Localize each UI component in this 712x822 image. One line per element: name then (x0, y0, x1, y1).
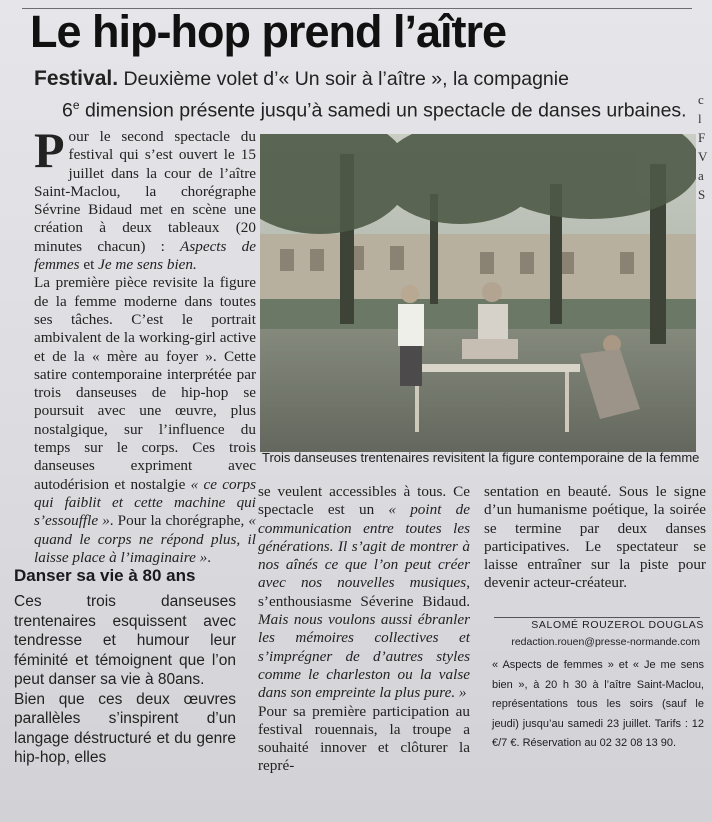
lede-line2-text: dimension présente jusqu’à samedi un spectacle de danses urbaines. (79, 99, 687, 122)
photo-dancers (260, 134, 696, 452)
paragraph-closing: sentation en beauté. Sous le signe d’un humanisme poétique, la soirée se termine par deux danses participatives. Le spectateur se laisse entraîner sur la piste pour devenir acteur-créateur. (484, 483, 706, 592)
lede-line2 (34, 92, 694, 124)
paragraph-dancers: Ces trois danseuses trentenaires esquissent avec tendresse et humour leur féminité et témoignent que l’on peut danser sa vie à 80ans. (14, 593, 236, 688)
lede-superscript: e (72, 98, 80, 112)
lede (34, 66, 694, 124)
practical-info: « Aspects de femmes » et « Je me sens bien », à 20 h 30 à l’aître Saint-Maclou, représentations tous les soirs (sauf le jeudi) jusqu’au samedi 23 juillet. Tarifs : 12 €/7 €. Réservation au 02 32 08 13 90. (492, 659, 704, 749)
lede-kicker: Festival. (34, 67, 119, 90)
paragraph-works: Bien que ces deux œuvres parallèles s’inspirent d’un langage déstructuré et du genre hip-hop, elles (14, 690, 236, 766)
headline: Le hip-hop prend l’aître (30, 6, 507, 57)
signature-rule (494, 617, 700, 618)
lede-line1: Deuxième volet d’« Un soir à l’aître », la compagnie (118, 68, 569, 90)
column-3 (484, 483, 706, 593)
adjacent-article-edge: c l F V a S (698, 92, 708, 202)
photo-illustration (260, 134, 696, 452)
paragraph-participation: Pour sa première participation au festival rouennais, la troupe a souhaité innover et clôturer la repré- (258, 702, 470, 775)
paragraph-quote: se veulent accessibles à tous. Ce spectacle est un « point de communication entre toutes les générations. Il s’agit de montrer à nos aînés ce que l’on peut créer avec nos nouvelles musiques, s’enthousiasme Séverine Bidaud. Mais nous voulons aussi ébranler les mémoires collectives et s’imprégner de d’autres styles comme le charleston ou la valse dans son empreinte la plus pure. » (258, 483, 470, 702)
drop-cap: P (34, 122, 65, 178)
author-email: redaction.rouen@presse-normande.com (511, 636, 700, 648)
column-1 (34, 122, 256, 567)
column-1-bottom (14, 592, 236, 768)
paragraph-first-piece: La première pièce revisite la figure de la femme moderne dans toutes ses tâches. C’est le portrait ambivalent de la working-girl active et de la « mère au foyer ». Cette satire contemporaine interprétée par trois danseuses de hip-hop se poursuit avec une œuvre, plus nostalgique, sur l’influence du temps sur le corps. Ces trois danseuses expriment avec autodérision et nostalgie « ce corps qui faiblit et cette machine qui s’essouffle ». Pour la chorégraphe, « quand le corps ne répond plus, il laisse place à l’imaginaire ». (34, 274, 256, 566)
lede-line2-number: 6 (62, 99, 73, 122)
photo-caption: Trois danseuses trentenaires revisitent la figure contemporaine de la femme (262, 450, 700, 465)
subheading: Danser sa vie à 80 ans (14, 566, 196, 585)
column-2 (258, 483, 470, 776)
paragraph-intro: our le second spectacle du festival qui s’est ouvert le 15 juillet dans la cour de l’aître Saint-Maclou, la chorégraphe Sévrine Bidaud met en scène une création à deux tableaux (20 minutes chacun) : Aspects de femmes et Je me sens bien. (34, 128, 256, 274)
author-signature: SALOMÉ ROUZEROL DOUGLAS (531, 619, 704, 631)
